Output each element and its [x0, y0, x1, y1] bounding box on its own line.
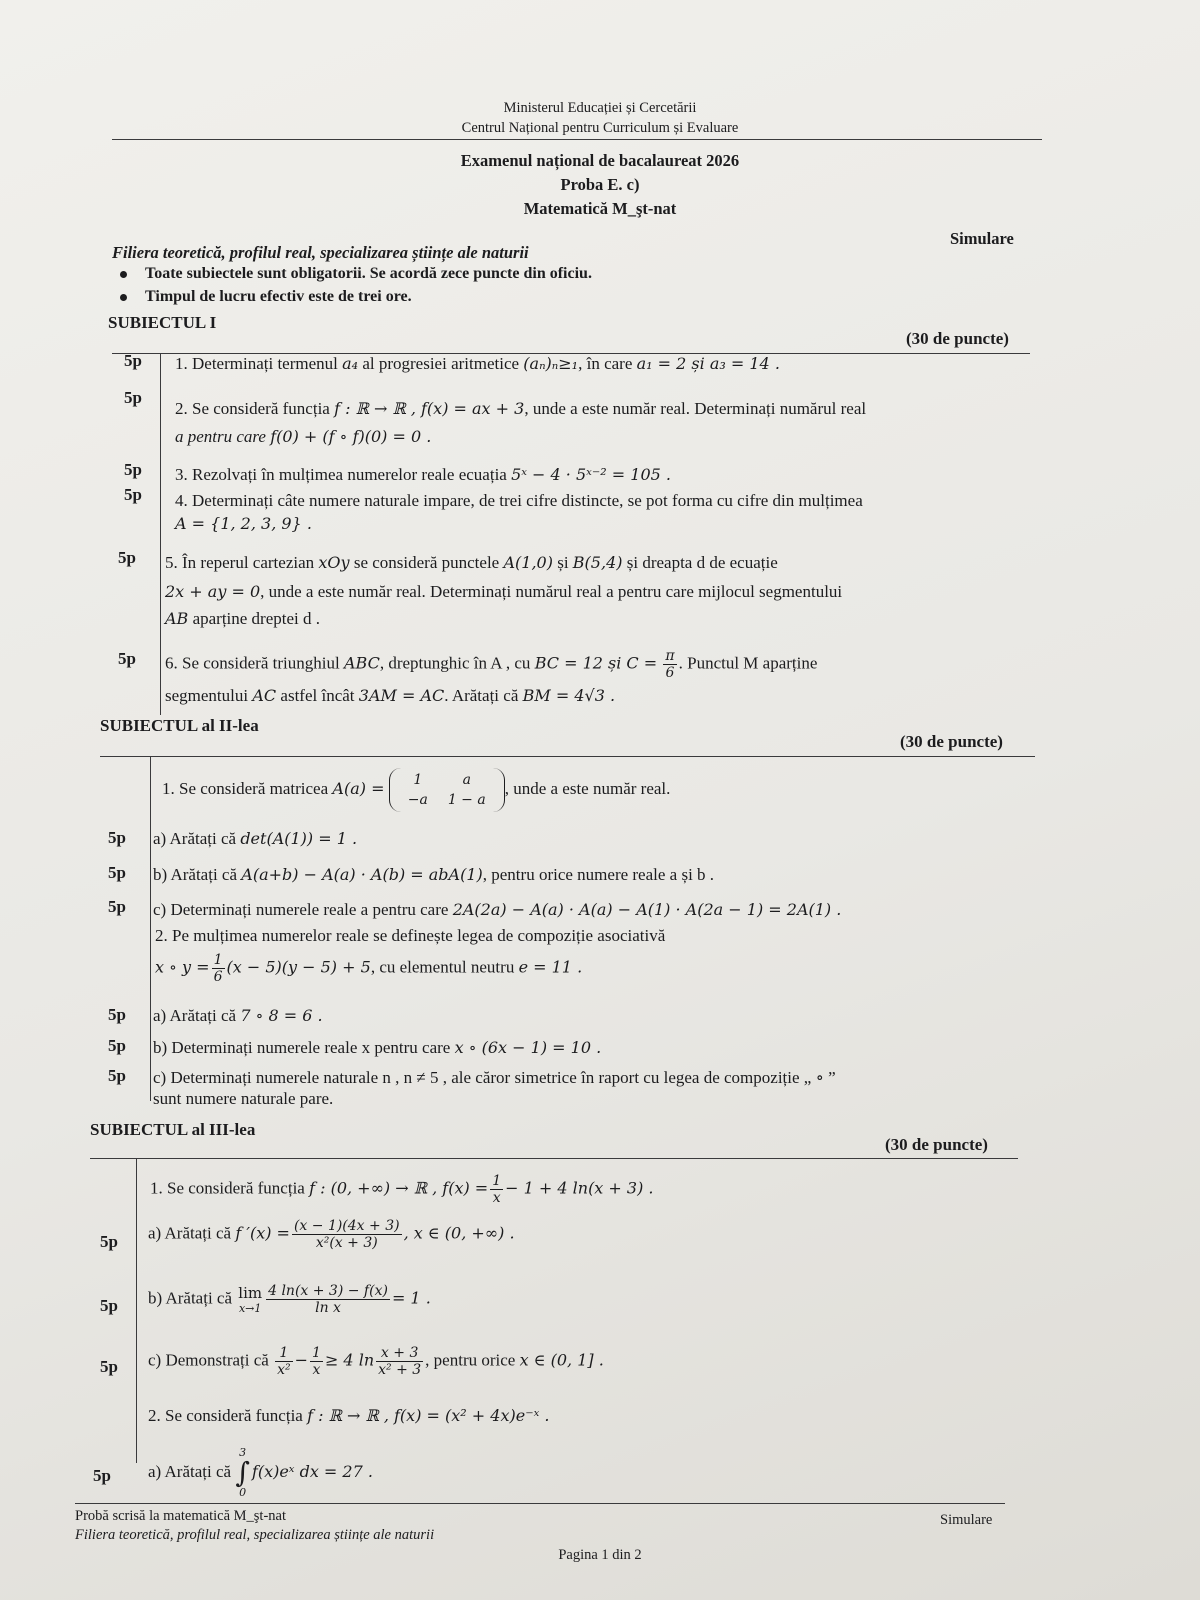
- points-q2: 5p: [124, 388, 142, 407]
- s3-q1b: b) Arătați că lim x→1 $\frac{4 \ln(x + 3) - f(x)}{\text{ln x}}$ = 1 .: [148, 1283, 431, 1316]
- derivative-fraction: $\frac{(x - 1)(4x + 3)}{\text{x²(x + 3)}}$: [293, 1218, 400, 1251]
- section-1-vrule: [160, 353, 161, 715]
- limit: lim x→1: [238, 1284, 263, 1315]
- s3-q2: 2. Se consideră funcția f : ℝ → ℝ , f(x) = (x² + 4x)e⁻ˣ .: [148, 1406, 550, 1425]
- section-1-points: (30 de puncte): [906, 329, 1009, 348]
- s1-q3: 3. Rezolvați în mulțimea numerelor reale ecuația 5ˣ − 4 · 5ˣ⁻² = 105 .: [175, 465, 671, 484]
- s1-q5-line3: AB aparține dreptei d .: [165, 609, 321, 628]
- points-3-1b: 5p: [100, 1296, 118, 1315]
- rule-1-text: Toate subiectele sunt obligatorii. Se acordă zece puncte din oficiu.: [145, 265, 592, 282]
- s2-q2a: a) Arătați că 7 ∘ 8 = 6 .: [153, 1006, 323, 1025]
- center-name: Centrul Național pentru Curriculum și Evaluare: [461, 120, 739, 136]
- points-2-2c: 5p: [108, 1066, 126, 1085]
- s3-q2a: a) Arătați că 3 ∫ 0 f(x)eˣ dx = 27 .: [148, 1446, 373, 1499]
- footer-rule: [75, 1503, 1005, 1504]
- s1-q4: 4. Determinați câte numere naturale impare, de trei cifre distincte, se pot forma cu cifre din mulțimea: [175, 491, 863, 510]
- section-3-points: (30 de puncte): [885, 1135, 988, 1154]
- section-1-title: SUBIECTUL I: [108, 313, 217, 332]
- section-2-points: (30 de puncte): [900, 732, 1003, 751]
- s2-q2b: b) Determinați numerele reale x pentru care x ∘ (6x − 1) = 10 .: [153, 1038, 602, 1057]
- points-q1: 5p: [124, 351, 142, 370]
- one-sixth: $\frac{1}{6}$: [213, 952, 223, 985]
- points-3-1c: 5p: [100, 1357, 118, 1376]
- bullet-icon: [120, 271, 127, 278]
- s2-q1b: b) Arătați că A(a+b) − A(a) · A(b) = abA(1), pentru orice numere reale a și b .: [153, 865, 715, 884]
- section-2-title: SUBIECTUL al II-lea: [100, 716, 259, 735]
- s1-q2-line2: a pentru care f(0) + (f ∘ f)(0) = 0 .: [175, 427, 432, 446]
- matrix-A: 1 a −a 1 − a: [389, 768, 505, 812]
- s1-q4-set: A = {1, 2, 3, 9} .: [175, 514, 312, 533]
- s3-q1: 1. Se consideră funcția f : (0, +∞) → ℝ , f(x) = $\frac{1}{x}$ − 1 + 4 ln(x + 3) .: [150, 1173, 654, 1206]
- section-3-vrule: [136, 1158, 137, 1463]
- footer-left-1: Probă scrisă la matematică M_şt-nat: [75, 1508, 286, 1524]
- points-3-2a: 5p: [93, 1466, 111, 1485]
- bullet-icon: [120, 294, 127, 301]
- section-2-rule: [100, 756, 1035, 757]
- page-number: Pagina 1 din 2: [558, 1547, 642, 1563]
- rule-2-text: Timpul de lucru efectiv este de trei ore.: [145, 288, 412, 305]
- points-q5: 5p: [118, 548, 136, 567]
- subject-name: Matematică M_şt-nat: [523, 199, 677, 218]
- section-3-title: SUBIECTUL al III-lea: [90, 1120, 256, 1139]
- ministry-name: Ministerul Educației și Cercetării: [503, 100, 697, 116]
- s2-q1a: a) Arătați că det(A(1)) = 1 .: [153, 829, 358, 848]
- rule-1: [120, 265, 592, 283]
- points-q4: 5p: [124, 485, 142, 504]
- integral-icon: 3 ∫ 0: [235, 1446, 250, 1499]
- header-rule: [112, 139, 1042, 140]
- s2-q2: 2. Pe mulțimea numerelor reale se definește legea de compoziție asociativă: [155, 926, 666, 945]
- s3-q1a: a) Arătați că f ′(x) = $\frac{(x - 1)(4x + 3)}{\text{x²(x + 3)}}$ , x ∈ (0, +∞) .: [148, 1218, 515, 1251]
- footer-right: Simulare: [940, 1512, 993, 1528]
- points-q6: 5p: [118, 649, 136, 668]
- pi-over-6: $\frac{\pi}{6}$: [665, 648, 675, 681]
- section-3-rule: [90, 1158, 1018, 1159]
- s2-q2-law: x ∘ y = $\frac{1}{6}$ (x − 5)(y − 5) + 5, cu elementul neutru e = 11 .: [155, 952, 583, 985]
- points-2-1a: 5p: [108, 828, 126, 847]
- points-2-2a: 5p: [108, 1005, 126, 1024]
- s3-q1c: c) Demonstrați că $\frac{1}{\text{x²}}$ − $\frac{1}{x}$ ≥ 4 ln $\frac{x + 3}{\text{x² + 3}}$ , pentru orice x ∈ (0, 1] .: [148, 1345, 604, 1378]
- exam-title: Examenul național de bacalaureat 2026: [460, 151, 740, 170]
- s1-q6: 6. Se consideră triunghiul ABC, dreptunghic în A , cu BC = 12 și C = $\frac{\pi}{6}$ . Punctul M aparține: [165, 648, 818, 681]
- filiera-line: Filiera teoretică, profilul real, specializarea științe ale naturii: [112, 243, 529, 262]
- points-3-1a: 5p: [100, 1232, 118, 1251]
- s1-q5: 5. În reperul cartezian xOy se consideră punctele A(1,0) și B(5,4) și dreapta d de ecuație: [165, 553, 778, 572]
- s2-q2c: c) Determinați numerele naturale n , n ≠ 5 , ale căror simetrice în raport cu legea de compoziție „ ∘ ”: [153, 1068, 836, 1087]
- s1-q2: 2. Se consideră funcția f : ℝ → ℝ , f(x) = ax + 3, unde a este număr real. Determinați numărul real: [175, 399, 867, 418]
- points-2-1c: 5p: [108, 897, 126, 916]
- footer-left-2: Filiera teoretică, profilul real, specializarea științe ale naturii: [75, 1527, 435, 1543]
- proba-title: Proba E. c): [560, 175, 640, 194]
- s2-q1c: c) Determinați numerele reale a pentru care 2A(2a) − A(a) · A(a) − A(1) · A(2a − 1) = 2A(1) .: [153, 900, 842, 919]
- points-2-2b: 5p: [108, 1036, 126, 1055]
- simulare-label: Simulare: [950, 229, 1014, 248]
- points-2-1b: 5p: [108, 863, 126, 882]
- section-2-vrule: [150, 756, 151, 1101]
- s1-q5-line2: 2x + ay = 0, unde a este număr real. Determinați numărul real a pentru care mijlocul segmentului: [165, 582, 843, 601]
- one-over-x: $\frac{1}{x}$: [492, 1173, 502, 1206]
- s1-q6-line2: segmentului AC astfel încât 3AM = AC. Arătați că BM = 4√3 .: [165, 686, 616, 705]
- subject-title: [0, 199, 1200, 219]
- s2-q2c-line2: sunt numere naturale pare.: [153, 1089, 334, 1108]
- s1-q1: 1. Determinați termenul a₄ al progresiei aritmetice (aₙ)ₙ≥₁, în care a₁ = 2 și a₃ = 14 .: [175, 354, 780, 373]
- limit-fraction: $\frac{4 \ln(x + 3) - f(x)}{\text{ln x}}$: [268, 1283, 388, 1316]
- rule-2: [120, 288, 412, 306]
- s2-q1: 1. Se consideră matricea A(a) = 1 a −a 1 − a , unde a este număr real.: [162, 768, 670, 812]
- points-q3: 5p: [124, 460, 142, 479]
